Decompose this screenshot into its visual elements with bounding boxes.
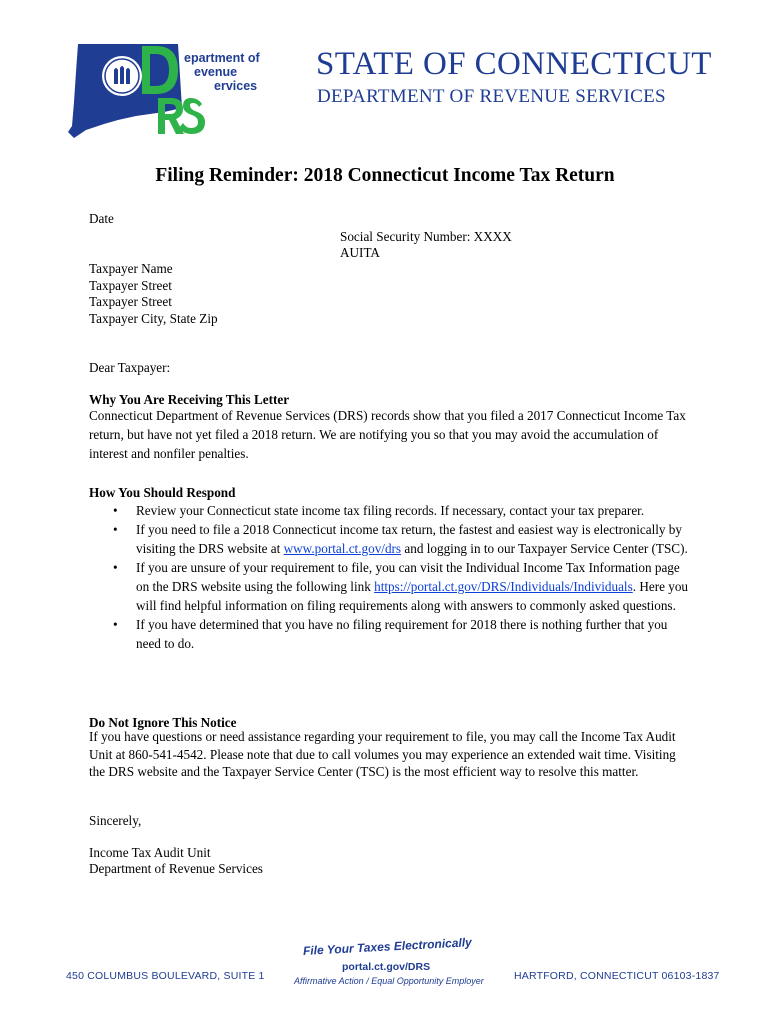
footer-url: portal.ct.gov/DRS <box>342 961 431 973</box>
why-heading: Why You Are Receiving This Letter <box>89 392 290 407</box>
footer-affirmative-action: Affirmative Action / Equal Opportunity Employer <box>294 976 484 986</box>
signature-department: Department of Revenue Services <box>89 861 263 876</box>
notice-body-text: If you have questions or need assistance regarding your requirement to file, you may call the Income Tax Audit Unit at 860-541-4542. Please note that due to call volumes you may experience an extended wait time. Visiting the DRS website and the Taxpayer Service Center (TSC) is the most efficient way to resolve this matter. <box>89 729 676 779</box>
bullet-2-text-end: and logging in to our Taxpayer Service Center (TSC). <box>401 541 688 556</box>
closing: Sincerely, <box>89 813 142 828</box>
signature-unit: Income Tax Audit Unit <box>89 845 211 860</box>
department-title: DEPARTMENT OF REVENUE SERVICES <box>317 86 666 107</box>
notice-body <box>89 728 689 781</box>
state-title: STATE OF CONNECTICUT <box>316 46 712 82</box>
bullet-2-text: If you need to file a 2018 Connecticut income tax return, the fastest and easiest way is electronically by visiting the DRS website at <box>136 522 682 556</box>
why-body <box>89 406 689 463</box>
how-bullet-list <box>89 501 689 653</box>
taxpayer-city: Taxpayer City, State Zip <box>89 311 218 326</box>
list-item: • If you need to file a 2018 Connecticut income tax return, the fastest and easiest way is electronically by visiting the DRS website at www.portal.ct.gov/drs and logging in to our Taxpayer Service Center (TSC). <box>113 522 688 556</box>
notice-heading: Do Not Ignore This Notice <box>89 715 237 730</box>
logo-text-department: epartment of <box>184 51 260 65</box>
list-item: • Review your Connecticut state income tax filing records. If necessary, contact your tax preparer. <box>113 503 645 518</box>
logo-text-revenue: evenue <box>194 65 238 79</box>
bullet-3-text-end: . Here you will find helpful information on filing requirements along with answers to commonly asked questions. <box>136 579 689 613</box>
drs-logo <box>66 42 286 142</box>
individuals-info-link[interactable]: https://portal.ct.gov/DRS/Individuals/Individuals <box>374 579 633 594</box>
footer-efile-slogan: File Your Taxes Electronically <box>302 935 473 958</box>
bullet-4-text: If you have determined that you have no filing requirement for 2018 there is nothing further that you need to do. <box>136 617 668 651</box>
footer-city: HARTFORD, CONNECTICUT 06103-1837 <box>514 970 720 982</box>
drs-portal-link[interactable]: www.portal.ct.gov/drs <box>283 541 402 556</box>
taxpayer-street-2: Taxpayer Street <box>89 294 172 309</box>
taxpayer-street-1: Taxpayer Street <box>89 278 172 293</box>
salutation: Dear Taxpayer: <box>89 360 171 375</box>
how-heading: How You Should Respond <box>89 485 236 500</box>
bullet-1-text: Review your Connecticut state income tax filing records. If necessary, contact your tax preparer. <box>136 503 645 518</box>
bullet-3-text: If you are unsure of your requirement to file, you can visit the Individual Income Tax Information page on the DRS website using the following link <box>136 560 680 594</box>
logo-text-services: ervices <box>214 79 258 93</box>
ssn-field: Social Security Number: XXXX <box>340 229 512 244</box>
unit-code: AUITA <box>340 245 380 260</box>
why-body-text: Connecticut Department of Revenue Services (DRS) records show that you filed a 2017 Connecticut Income Tax return, but have not yet filed a 2018 return. We are notifying you so that you may avoid the accumulation of interest and nonfiler penalties. <box>89 408 686 461</box>
list-item: • If you have determined that you have no filing requirement for 2018 there is nothing further that you need to do. <box>113 617 668 651</box>
date-field: Date <box>89 211 114 226</box>
footer-address: 450 COLUMBUS BOULEVARD, SUITE 1 <box>66 970 265 982</box>
list-item: • If you are unsure of your requirement to file, you can visit the Individual Income Tax Information page on the DRS website using the following link https://portal.ct.gov/DRS/Individuals/Individuals. Here you will find helpful information on filing requirements along with answers to commonly asked questions. <box>113 560 689 613</box>
taxpayer-name: Taxpayer Name <box>89 261 173 276</box>
document-title: Filing Reminder: 2018 Connecticut Income Tax Return <box>155 165 615 186</box>
